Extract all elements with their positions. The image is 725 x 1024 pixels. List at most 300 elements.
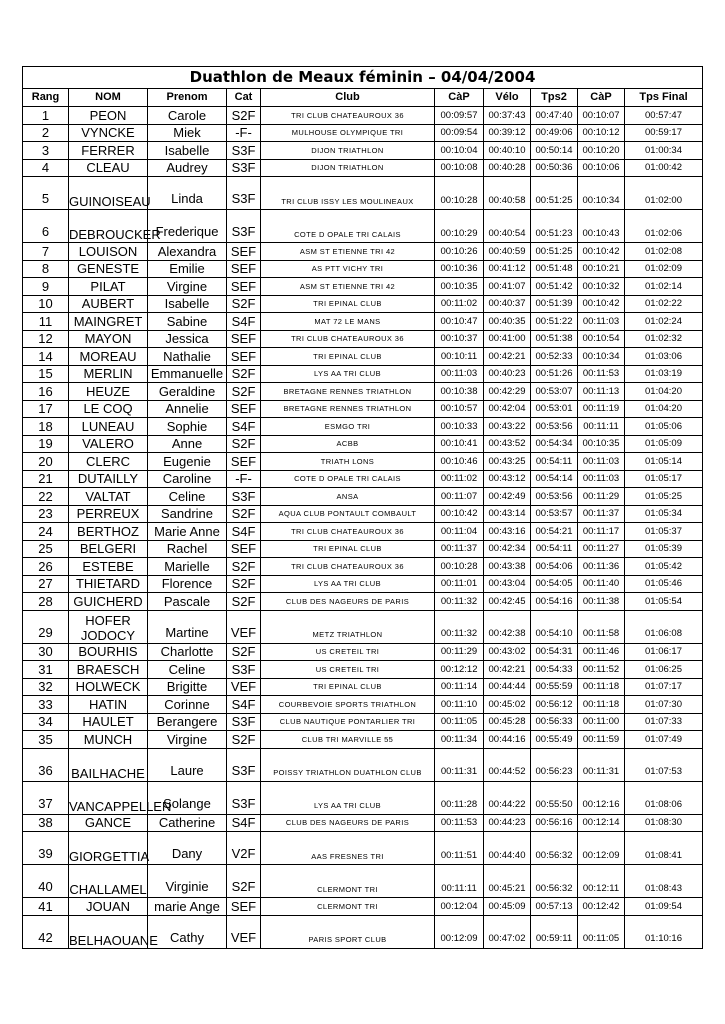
firstname-cell: Anne: [148, 435, 227, 453]
category-cell: SEF: [227, 260, 261, 278]
category-cell: -F-: [227, 124, 261, 142]
split-time-cell: 00:54:11: [531, 453, 578, 471]
split-time-cell: 00:55:50: [531, 781, 578, 814]
category-cell: -F-: [227, 470, 261, 488]
final-time-cell: 01:03:19: [625, 365, 703, 383]
name-cell: MAINGRET: [69, 313, 148, 331]
run2-time-cell: 00:11:13: [578, 383, 625, 401]
rank-cell: 21: [23, 470, 69, 488]
firstname-cell: Florence: [148, 575, 227, 593]
bike-time-cell: 00:42:21: [484, 348, 531, 366]
run2-time-cell: 00:11:59: [578, 731, 625, 749]
run2-time-cell: 00:12:14: [578, 814, 625, 832]
rank-cell: 41: [23, 898, 69, 916]
category-cell: SEF: [227, 278, 261, 296]
club-cell: ACBB: [261, 435, 435, 453]
run1-time-cell: 00:11:05: [435, 713, 484, 731]
rank-cell: 32: [23, 678, 69, 696]
table-row: [23, 260, 703, 278]
split-time-cell: 00:54:31: [531, 643, 578, 661]
final-time-cell: 01:05:37: [625, 523, 703, 541]
rank-cell: 18: [23, 418, 69, 436]
club-cell: CLUB NAUTIQUE PONTARLIER TRI: [261, 713, 435, 731]
final-time-cell: 01:10:16: [625, 915, 703, 948]
table-row: [23, 575, 703, 593]
firstname-cell: Martine: [148, 610, 227, 643]
club-cell: MAT 72 LE MANS: [261, 313, 435, 331]
split-time-cell: 00:59:11: [531, 915, 578, 948]
final-time-cell: 00:59:17: [625, 124, 703, 142]
category-cell: S3F: [227, 748, 261, 781]
rank-cell: 38: [23, 814, 69, 832]
rank-cell: 31: [23, 661, 69, 679]
rank-cell: 2: [23, 124, 69, 142]
run2-time-cell: 00:11:36: [578, 558, 625, 576]
split-time-cell: 00:50:14: [531, 142, 578, 160]
rank-cell: 40: [23, 865, 69, 898]
column-header: CàP: [578, 89, 625, 107]
run1-time-cell: 00:11:32: [435, 610, 484, 643]
final-time-cell: 01:06:25: [625, 661, 703, 679]
club-cell: PARIS SPORT CLUB: [261, 915, 435, 948]
name-cell: MAYON: [69, 330, 148, 348]
category-cell: S2F: [227, 558, 261, 576]
column-header: Prenom: [148, 89, 227, 107]
category-cell: SEF: [227, 453, 261, 471]
bike-time-cell: 00:40:28: [484, 159, 531, 177]
final-time-cell: 01:00:42: [625, 159, 703, 177]
table-row: [23, 365, 703, 383]
rank-cell: 4: [23, 159, 69, 177]
rank-cell: 29: [23, 610, 69, 643]
firstname-cell: Geraldine: [148, 383, 227, 401]
name-cell: GUICHERD: [69, 593, 148, 611]
name-cell: MERLIN: [69, 365, 148, 383]
rank-cell: 10: [23, 295, 69, 313]
name-cell: LUNEAU: [69, 418, 148, 436]
name-cell: AUBERT: [69, 295, 148, 313]
run1-time-cell: 00:10:46: [435, 453, 484, 471]
name-cell: GUINOISEAU: [69, 177, 148, 210]
category-cell: VEF: [227, 678, 261, 696]
final-time-cell: 01:05:17: [625, 470, 703, 488]
rank-cell: 23: [23, 505, 69, 523]
club-cell: ASM ST ETIENNE TRI 42: [261, 278, 435, 296]
category-cell: VEF: [227, 610, 261, 643]
final-time-cell: 01:05:46: [625, 575, 703, 593]
final-time-cell: 01:07:17: [625, 678, 703, 696]
firstname-cell: Celine: [148, 488, 227, 506]
results-body: [23, 107, 703, 949]
run1-time-cell: 00:10:47: [435, 313, 484, 331]
run1-time-cell: 00:10:38: [435, 383, 484, 401]
club-cell: DIJON TRIATHLON: [261, 142, 435, 160]
firstname-cell: Marie Anne: [148, 523, 227, 541]
run1-time-cell: 00:11:31: [435, 748, 484, 781]
bike-time-cell: 00:42:45: [484, 593, 531, 611]
category-cell: S3F: [227, 661, 261, 679]
bike-time-cell: 00:44:22: [484, 781, 531, 814]
category-cell: S2F: [227, 643, 261, 661]
firstname-cell: Pascale: [148, 593, 227, 611]
firstname-cell: Marielle: [148, 558, 227, 576]
table-row: [23, 470, 703, 488]
run1-time-cell: 00:09:57: [435, 107, 484, 125]
firstname-cell: Carole: [148, 107, 227, 125]
table-row: [23, 748, 703, 781]
table-row: [23, 418, 703, 436]
firstname-cell: Sandrine: [148, 505, 227, 523]
table-row: [23, 488, 703, 506]
split-time-cell: 00:51:38: [531, 330, 578, 348]
run2-time-cell: 00:11:18: [578, 696, 625, 714]
table-row: [23, 696, 703, 714]
category-cell: SEF: [227, 540, 261, 558]
run2-time-cell: 00:10:34: [578, 348, 625, 366]
club-cell: COTE D OPALE TRI CALAIS: [261, 210, 435, 243]
run1-time-cell: 00:11:53: [435, 814, 484, 832]
club-cell: TRI CLUB ISSY LES MOULINEAUX: [261, 177, 435, 210]
club-cell: LYS AA TRI CLUB: [261, 781, 435, 814]
final-time-cell: 01:02:08: [625, 243, 703, 261]
final-time-cell: 01:02:14: [625, 278, 703, 296]
table-row: [23, 731, 703, 749]
final-time-cell: 01:04:20: [625, 383, 703, 401]
run1-time-cell: 00:10:57: [435, 400, 484, 418]
firstname-cell: Jessica: [148, 330, 227, 348]
final-time-cell: 01:02:32: [625, 330, 703, 348]
run1-time-cell: 00:10:42: [435, 505, 484, 523]
table-row: [23, 210, 703, 243]
firstname-cell: Isabelle: [148, 295, 227, 313]
column-header: CàP: [435, 89, 484, 107]
run2-time-cell: 00:11:03: [578, 313, 625, 331]
name-cell: THIETARD: [69, 575, 148, 593]
split-time-cell: 00:54:14: [531, 470, 578, 488]
run1-time-cell: 00:10:28: [435, 558, 484, 576]
bike-time-cell: 00:43:52: [484, 435, 531, 453]
final-time-cell: 01:07:49: [625, 731, 703, 749]
run2-time-cell: 00:11:00: [578, 713, 625, 731]
split-time-cell: 00:54:10: [531, 610, 578, 643]
rank-cell: 20: [23, 453, 69, 471]
category-cell: S2F: [227, 435, 261, 453]
name-cell: HAULET: [69, 713, 148, 731]
run2-time-cell: 00:10:32: [578, 278, 625, 296]
bike-time-cell: 00:40:54: [484, 210, 531, 243]
name-cell: BELGERI: [69, 540, 148, 558]
club-cell: CLERMONT TRI: [261, 898, 435, 916]
run1-time-cell: 00:11:14: [435, 678, 484, 696]
table-row: [23, 295, 703, 313]
category-cell: S3F: [227, 713, 261, 731]
club-cell: TRI CLUB CHATEAUROUX 36: [261, 558, 435, 576]
run2-time-cell: 00:10:43: [578, 210, 625, 243]
run1-time-cell: 00:11:29: [435, 643, 484, 661]
firstname-cell: Virgine: [148, 731, 227, 749]
firstname-cell: Catherine: [148, 814, 227, 832]
run1-time-cell: 00:11:34: [435, 731, 484, 749]
run2-time-cell: 00:12:16: [578, 781, 625, 814]
run1-time-cell: 00:10:04: [435, 142, 484, 160]
name-cell: MOREAU: [69, 348, 148, 366]
table-row: [23, 330, 703, 348]
table-row: [23, 832, 703, 865]
table-row: [23, 348, 703, 366]
final-time-cell: 01:05:14: [625, 453, 703, 471]
bike-time-cell: 00:42:38: [484, 610, 531, 643]
rank-cell: 17: [23, 400, 69, 418]
run2-time-cell: 00:11:27: [578, 540, 625, 558]
run2-time-cell: 00:10:07: [578, 107, 625, 125]
rank-cell: 16: [23, 383, 69, 401]
bike-time-cell: 00:42:04: [484, 400, 531, 418]
column-header: Vélo: [484, 89, 531, 107]
final-time-cell: 01:09:54: [625, 898, 703, 916]
bike-time-cell: 00:43:02: [484, 643, 531, 661]
bike-time-cell: 00:40:58: [484, 177, 531, 210]
table-row: [23, 678, 703, 696]
category-cell: S2F: [227, 505, 261, 523]
rank-cell: 6: [23, 210, 69, 243]
run2-time-cell: 00:12:09: [578, 832, 625, 865]
run2-time-cell: 00:11:52: [578, 661, 625, 679]
club-cell: COURBEVOIE SPORTS TRIATHLON: [261, 696, 435, 714]
run2-time-cell: 00:12:42: [578, 898, 625, 916]
run1-time-cell: 00:11:04: [435, 523, 484, 541]
rank-cell: 30: [23, 643, 69, 661]
final-time-cell: 01:03:06: [625, 348, 703, 366]
firstname-cell: Cathy: [148, 915, 227, 948]
name-cell: VALTAT: [69, 488, 148, 506]
split-time-cell: 00:54:05: [531, 575, 578, 593]
split-time-cell: 00:54:34: [531, 435, 578, 453]
split-time-cell: 00:54:11: [531, 540, 578, 558]
split-time-cell: 00:50:36: [531, 159, 578, 177]
firstname-cell: Virgine: [148, 278, 227, 296]
club-cell: TRI CLUB CHATEAUROUX 36: [261, 107, 435, 125]
club-cell: BRETAGNE RENNES TRIATHLON: [261, 400, 435, 418]
name-cell: LOUISON: [69, 243, 148, 261]
table-row: [23, 661, 703, 679]
run2-time-cell: 00:10:42: [578, 243, 625, 261]
rank-cell: 24: [23, 523, 69, 541]
club-cell: CLUB DES NAGEURS DE PARIS: [261, 593, 435, 611]
name-cell: HEUZE: [69, 383, 148, 401]
rank-cell: 3: [23, 142, 69, 160]
club-cell: ASM ST ETIENNE TRI 42: [261, 243, 435, 261]
firstname-cell: Isabelle: [148, 142, 227, 160]
run2-time-cell: 00:11:38: [578, 593, 625, 611]
category-cell: S2F: [227, 731, 261, 749]
final-time-cell: 01:02:22: [625, 295, 703, 313]
rank-cell: 5: [23, 177, 69, 210]
club-cell: METZ TRIATHLON: [261, 610, 435, 643]
name-cell: BAILHACHE: [69, 748, 148, 781]
club-cell: TRI CLUB CHATEAUROUX 36: [261, 330, 435, 348]
firstname-cell: Annelie: [148, 400, 227, 418]
name-cell: VYNCKE: [69, 124, 148, 142]
split-time-cell: 00:56:16: [531, 814, 578, 832]
run1-time-cell: 00:11:02: [435, 470, 484, 488]
run1-time-cell: 00:11:03: [435, 365, 484, 383]
name-cell: DEBROUCKER: [69, 210, 148, 243]
bike-time-cell: 00:47:02: [484, 915, 531, 948]
table-row: [23, 558, 703, 576]
rank-cell: 7: [23, 243, 69, 261]
category-cell: S3F: [227, 488, 261, 506]
final-time-cell: 01:02:24: [625, 313, 703, 331]
bike-time-cell: 00:39:12: [484, 124, 531, 142]
table-row: [23, 278, 703, 296]
firstname-cell: Audrey: [148, 159, 227, 177]
final-time-cell: 01:02:00: [625, 177, 703, 210]
category-cell: S2F: [227, 383, 261, 401]
category-cell: S2F: [227, 575, 261, 593]
run1-time-cell: 00:11:51: [435, 832, 484, 865]
table-row: [23, 142, 703, 160]
split-time-cell: 00:51:25: [531, 243, 578, 261]
run1-time-cell: 00:10:26: [435, 243, 484, 261]
final-time-cell: 01:08:06: [625, 781, 703, 814]
bike-time-cell: 00:41:00: [484, 330, 531, 348]
split-time-cell: 00:53:56: [531, 418, 578, 436]
run2-time-cell: 00:11:31: [578, 748, 625, 781]
bike-time-cell: 00:40:59: [484, 243, 531, 261]
run2-time-cell: 00:10:21: [578, 260, 625, 278]
firstname-cell: Sophie: [148, 418, 227, 436]
club-cell: CLUB DES NAGEURS DE PARIS: [261, 814, 435, 832]
club-cell: TRI EPINAL CLUB: [261, 540, 435, 558]
name-cell: VALERO: [69, 435, 148, 453]
bike-time-cell: 00:45:09: [484, 898, 531, 916]
name-cell: GANCE: [69, 814, 148, 832]
firstname-cell: Charlotte: [148, 643, 227, 661]
table-row: [23, 159, 703, 177]
table-row: [23, 898, 703, 916]
final-time-cell: 01:04:20: [625, 400, 703, 418]
rank-cell: 37: [23, 781, 69, 814]
run2-time-cell: 00:11:18: [578, 678, 625, 696]
split-time-cell: 00:54:16: [531, 593, 578, 611]
split-time-cell: 00:53:57: [531, 505, 578, 523]
name-cell: FERRER: [69, 142, 148, 160]
firstname-cell: Emmanuelle: [148, 365, 227, 383]
table-row: [23, 313, 703, 331]
name-cell: JOUAN: [69, 898, 148, 916]
rank-cell: 33: [23, 696, 69, 714]
rank-cell: 8: [23, 260, 69, 278]
name-cell: HATIN: [69, 696, 148, 714]
rank-cell: 15: [23, 365, 69, 383]
club-cell: COTE D OPALE TRI CALAIS: [261, 470, 435, 488]
club-cell: AS PTT VICHY TRI: [261, 260, 435, 278]
firstname-cell: Berangere: [148, 713, 227, 731]
table-row: [23, 523, 703, 541]
run1-time-cell: 00:11:01: [435, 575, 484, 593]
split-time-cell: 00:49:06: [531, 124, 578, 142]
run1-time-cell: 00:10:41: [435, 435, 484, 453]
category-cell: S3F: [227, 159, 261, 177]
category-cell: S4F: [227, 696, 261, 714]
table-row: [23, 781, 703, 814]
club-cell: AAS FRESNES TRI: [261, 832, 435, 865]
bike-time-cell: 00:41:12: [484, 260, 531, 278]
final-time-cell: 01:06:17: [625, 643, 703, 661]
rank-cell: 14: [23, 348, 69, 366]
name-cell: BELHAOUANE: [69, 915, 148, 948]
club-cell: TRI CLUB CHATEAUROUX 36: [261, 523, 435, 541]
table-row: [23, 915, 703, 948]
column-header: Tps2: [531, 89, 578, 107]
final-time-cell: 00:57:47: [625, 107, 703, 125]
split-time-cell: 00:56:32: [531, 832, 578, 865]
name-cell: CLERC: [69, 453, 148, 471]
rank-cell: 25: [23, 540, 69, 558]
category-cell: S2F: [227, 865, 261, 898]
name-cell: CHALLAMEL: [69, 865, 148, 898]
table-row: [23, 610, 703, 643]
firstname-cell: Frederique: [148, 210, 227, 243]
name-cell: VANCAPPELLEN: [69, 781, 148, 814]
run2-time-cell: 00:11:19: [578, 400, 625, 418]
firstname-cell: Caroline: [148, 470, 227, 488]
name-cell: GENESTE: [69, 260, 148, 278]
table-row: [23, 124, 703, 142]
final-time-cell: 01:07:30: [625, 696, 703, 714]
bike-time-cell: 00:45:28: [484, 713, 531, 731]
rank-cell: 26: [23, 558, 69, 576]
name-cell: PILAT: [69, 278, 148, 296]
firstname-cell: Eugenie: [148, 453, 227, 471]
table-row: [23, 505, 703, 523]
table-row: [23, 383, 703, 401]
firstname-cell: Miek: [148, 124, 227, 142]
name-cell: HOLWECK: [69, 678, 148, 696]
bike-time-cell: 00:40:23: [484, 365, 531, 383]
firstname-cell: Sabine: [148, 313, 227, 331]
firstname-cell: Nathalie: [148, 348, 227, 366]
firstname-cell: marie Ange: [148, 898, 227, 916]
bike-time-cell: 00:44:44: [484, 678, 531, 696]
category-cell: S2F: [227, 593, 261, 611]
run2-time-cell: 00:10:35: [578, 435, 625, 453]
bike-time-cell: 00:40:10: [484, 142, 531, 160]
split-time-cell: 00:53:56: [531, 488, 578, 506]
bike-time-cell: 00:44:40: [484, 832, 531, 865]
category-cell: S4F: [227, 418, 261, 436]
run1-time-cell: 00:10:11: [435, 348, 484, 366]
final-time-cell: 01:02:09: [625, 260, 703, 278]
bike-time-cell: 00:42:49: [484, 488, 531, 506]
category-cell: SEF: [227, 400, 261, 418]
run1-time-cell: 00:12:12: [435, 661, 484, 679]
run2-time-cell: 00:11:29: [578, 488, 625, 506]
table-row: [23, 865, 703, 898]
run1-time-cell: 00:11:07: [435, 488, 484, 506]
run2-time-cell: 00:12:11: [578, 865, 625, 898]
final-time-cell: 01:05:25: [625, 488, 703, 506]
bike-time-cell: 00:44:16: [484, 731, 531, 749]
category-cell: V2F: [227, 832, 261, 865]
bike-time-cell: 00:45:02: [484, 696, 531, 714]
bike-time-cell: 00:41:07: [484, 278, 531, 296]
table-row: [23, 107, 703, 125]
split-time-cell: 00:55:49: [531, 731, 578, 749]
category-cell: S2F: [227, 295, 261, 313]
club-cell: DIJON TRIATHLON: [261, 159, 435, 177]
run1-time-cell: 00:10:37: [435, 330, 484, 348]
